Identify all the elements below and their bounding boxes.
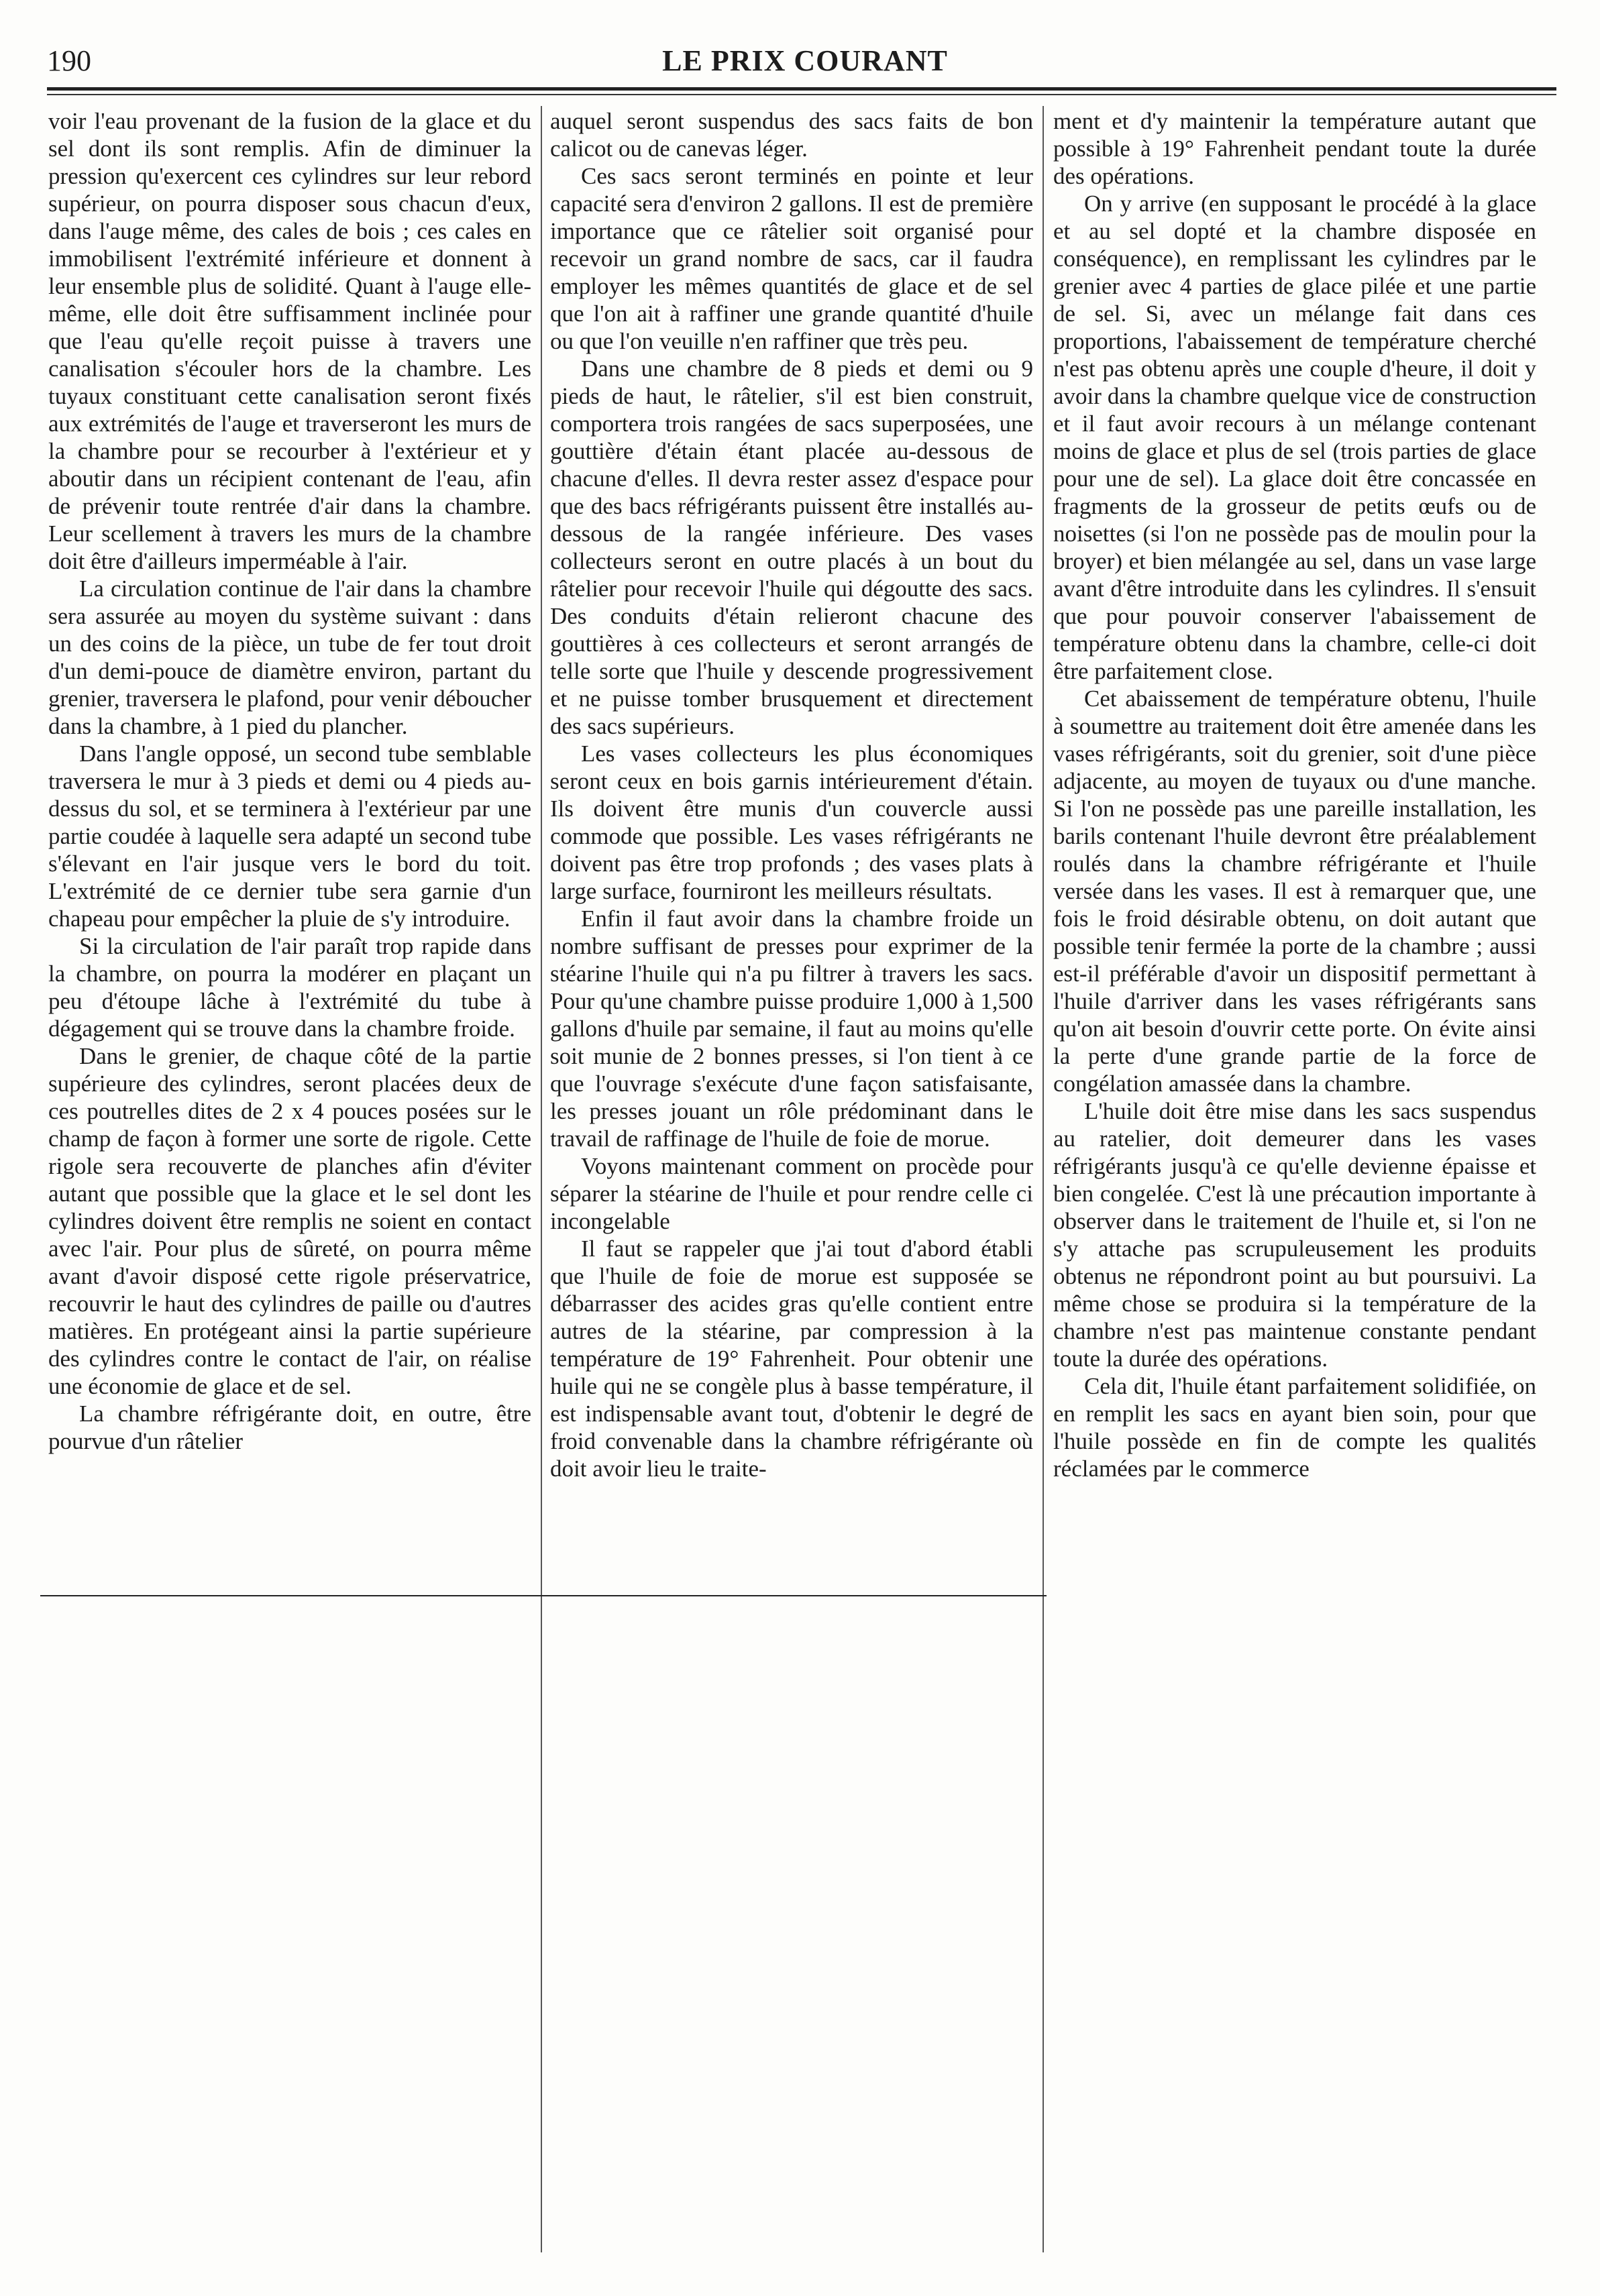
- journal-title: LE PRIX COURANT: [662, 44, 948, 77]
- header-rule: [47, 87, 1556, 91]
- page-number: 190: [47, 44, 91, 77]
- paragraph: ment et d'y maintenir la température autant que possible à 19° Fahrenheit pendant toute la durée des opérations.: [1053, 108, 1536, 189]
- page-header: [47, 39, 1563, 86]
- text-column-1: [48, 107, 531, 1455]
- paragraph: La chambre réfrigérante doit, en outre, être pourvue d'un râtelier: [48, 1401, 531, 1454]
- paragraph: Voyons maintenant comment on procède pour séparer la stéarine de l'huile et pour rendre celle ci incongelable: [550, 1153, 1033, 1234]
- paragraph: La circulation continue de l'air dans la chambre sera assurée au moyen du système suivant : dans un des coins de la pièce, un tube de fer tout droit d'un demi-pouce de diamètre environ, partant du grenier, traversera le plafond, pour venir déboucher dans la chambre, à 1 pied du plancher.: [48, 576, 531, 739]
- paragraph: Dans une chambre de 8 pieds et demi ou 9 pieds de haut, le râtelier, s'il est bien construit, comportera trois rangées de sacs superposées, une gouttière d'étain étant placée au-dessous de chacune d'elles. Il devra rester assez d'espace pour que des bacs réfrigérants puissent être installés au-dessous de la rangée inférieure. Des vases collecteurs seront en outre placés à un bout du râtelier pour recevoir l'huile qui dégoutte des sacs. Des conduits d'étain relieront chacune des gouttières à ces collecteurs et seront arrangés de telle sorte que l'huile y descende progressivement et ne puisse tomber brusquement et directement des sacs supérieurs.: [550, 356, 1033, 739]
- paragraph: Dans le grenier, de chaque côté de la partie supérieure des cylindres, seront placées deux de ces poutrelles dites de 2 x 4 pouces posées sur le champ de façon à former une sorte de rigole. Cette rigole sera recouverte de planches afin d'éviter autant que possible que la glace et le sel dont les cylindres doivent être remplis ne soient en contact avec l'air. Pour plus de sûreté, on pourra même avant d'avoir disposé cette rigole préservatrice, recouvrir le haut des cylindres de paille ou d'autres matières. En protégeant ainsi la partie supérieure des cylindres contre le contact de l'air, on réalise une économie de glace et de sel.: [48, 1043, 531, 1399]
- paragraph: On y arrive (en supposant le procédé à la glace et au sel dopté et la chambre disposée en conséquence), en remplissant les cylindres par le grenier avec 4 parties de glace pilée et une partie de sel. Si, avec un mélange fait dans ces proportions, l'abaissement de température cherché n'est pas obtenu après une couple d'heure, il doit y avoir dans la chambre quelque vice de construction et il faut avoir recours à un mélange contenant moins de glace et plus de sel (trois parties de glace pour une de sel). La glace doit être concassée en fragments de la grosseur de petits œufs ou de noisettes (si l'on ne possède pas de moulin pour la broyer) et bien mélangée au sel, dans un vase large avant d'être introduite dans les cylindres. Il s'ensuit que pour pouvoir conserver l'abaissement de température obtenu dans la chambre, celle-ci doit être parfaitement close.: [1053, 190, 1536, 684]
- paragraph: voir l'eau provenant de la fusion de la glace et du sel dont ils sont remplis. Afin de diminuer la pression qu'exercent ces cylindres sur leur rebord supérieur, on pourra disposer sous chacun d'eux, dans l'auge même, des cales de bois ; ces cales en immobilisent l'extrémité inférieure et donnent à leur ensemble plus de solidité. Quant à l'auge elle-même, elle doit être suffisamment inclinée pour que l'eau qu'elle reçoit puisse à travers une canalisation s'écouler hors de la chambre. Les tuyaux constituant cette canalisation seront fixés aux extrémités de l'auge et traverseront les murs de la chambre pour se recourber à l'extérieur et y aboutir dans un récipient contenant de l'eau, afin de prévenir toute rentrée d'air dans la chambre. Leur scellement à travers les murs de la chambre doit être d'ailleurs imperméable à l'air.: [48, 108, 531, 574]
- paragraph: Enfin il faut avoir dans la chambre froide un nombre suffisant de presses pour exprimer de la stéarine l'huile qui n'a pu filtrer à travers les sacs. Pour qu'une chambre puisse produire 1,000 à 1,500 gallons d'huile par semaine, il faut au moins qu'elle soit munie de 2 bonnes presses, si l'on tient à ce que l'ouvrage s'exécute d'une façon satisfaisante, les presses jouant un rôle prédominant dans le travail de raffinage de l'huile de foie de morue.: [550, 906, 1033, 1152]
- paragraph: Il faut se rappeler que j'ai tout d'abord établi que l'huile de foie de morue est supposée se débarrasser des acides gras qu'elle contient entre autres de la stéarine, par compression à la température de 19° Fahrenheit. Pour obtenir une huile qui ne se congèle plus à basse température, il est indispensable avant tout, d'obtenir le degré de froid convenable dans la chambre réfrigérante où doit avoir lieu le traite-: [550, 1236, 1033, 1482]
- paragraph: Ces sacs seront terminés en pointe et leur capacité sera d'environ 2 gallons. Il est de première importance que ce râtelier soit organisé pour recevoir un grand nombre de sacs, car il faudra employer les mêmes quantités de glace et de sel que l'on ait à raffiner une grande quantité d'huile ou que l'on veuille n'en raffiner que très peu.: [550, 163, 1033, 354]
- paragraph: Si la circulation de l'air paraît trop rapide dans la chambre, on pourra la modérer en plaçant un peu d'étoupe lâche à l'extrémité du tube à dégagement qui se trouve dans la chambre froide.: [48, 933, 531, 1042]
- paragraph: L'huile doit être mise dans les sacs suspendus au ratelier, doit demeurer dans les vases réfrigérants jusqu'à ce qu'elle devienne épaisse et bien congelée. C'est là une précaution importante à observer dans le traitement de l'huile et, si l'on ne s'y attache pas scrupuleusement les produits obtenus ne répondront point au but poursuivi. La même chose se produira si la température de la chambre n'est pas maintenue constante pendant toute la durée des opérations.: [1053, 1098, 1536, 1372]
- text-column-2: [550, 107, 1033, 1482]
- paragraph: Les vases collecteurs les plus économiques seront ceux en bois garnis intérieurement d'étain. Ils doivent être munis d'un couvercle aussi commode que possible. Les vases réfrigérants ne doivent pas être trop profonds ; des vases plats à large surface, fourniront les meilleurs résultats.: [550, 741, 1033, 904]
- column-divider: [541, 106, 542, 2252]
- paragraph: Cet abaissement de température obtenu, l'huile à soumettre au traitement doit être amenée dans les vases réfrigérants, soit du grenier, soit d'une pièce adjacente, au moyen de tuyaux ou d'une manche. Si l'on ne possède pas une pareille installation, les barils contenant l'huile devront être préalablement roulés dans la chambre réfrigérante et l'huile versée dans les vases. Il est à remarquer que, une fois le froid désirable obtenu, on doit autant que possible tenir fermée la porte de la chambre ; aussi est-il préférable d'avoir un dispositif permettant à l'huile d'arriver dans les vases réfrigérants sans qu'on ait besoin d'ouvrir cette porte. On évite ainsi la perte d'une grande partie de la force de congélation amassée dans la chambre.: [1053, 686, 1536, 1097]
- paragraph: Cela dit, l'huile étant parfaitement solidifiée, on en remplit les sacs en ayant bien soin, pour que l'huile possède en fin de compte les qualités réclamées par le commerce: [1053, 1373, 1536, 1482]
- header-rule-thin: [47, 94, 1556, 95]
- paragraph: Dans l'angle opposé, un second tube semblable traversera le mur à 3 pieds et demi ou 4 pieds au-dessus du sol, et se terminera à l'extérieur par une partie coudée à laquelle sera adapté un second tube s'élevant en l'air jusque vers le bord du toit. L'extrémité de ce dernier tube sera garnie d'un chapeau pour empêcher la pluie de s'y introduire.: [48, 741, 531, 932]
- print-cut-line: [40, 1595, 1047, 1596]
- text-column-3: [1053, 107, 1536, 1482]
- column-divider: [1043, 106, 1044, 2252]
- paragraph: auquel seront suspendus des sacs faits de bon calicot ou de canevas léger.: [550, 108, 1033, 162]
